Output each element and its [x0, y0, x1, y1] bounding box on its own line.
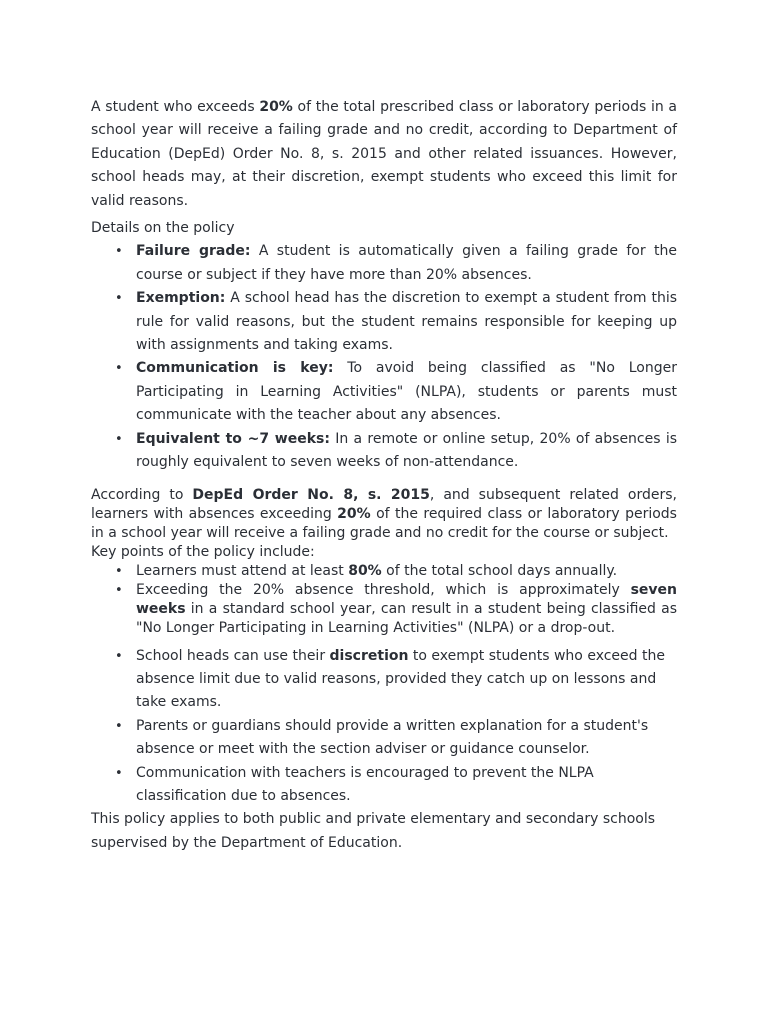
- item-text: Learners must attend at least: [136, 562, 349, 579]
- according-paragraph: [91, 486, 677, 543]
- intro-paragraph: [91, 96, 677, 213]
- item-text: Parents or guardians should provide a written explanation for a student's absence or meet with the section adviser or guidance counselor.: [136, 717, 649, 758]
- item-text: Exceeding the 20% absence threshold, which is approximately: [136, 581, 631, 598]
- item-text: In a remote or online setup, 20% of absences is roughly equivalent to seven weeks of non-attendance.: [136, 430, 677, 471]
- list-item: [136, 762, 677, 809]
- according-text: of the required class or laboratory periods in a school year will receive a failing grade and no credit for the course or subject.: [91, 505, 677, 541]
- list-item: [136, 240, 677, 287]
- item-bold: seven weeks: [136, 581, 677, 617]
- intro-bold: 20%: [259, 99, 293, 115]
- key-points-heading: Key points of the policy include:: [91, 543, 315, 560]
- intro-text: A student who exceeds: [91, 99, 260, 115]
- document-body: [91, 96, 677, 855]
- item-text: School heads can use their: [136, 647, 330, 664]
- list-item: [136, 645, 677, 715]
- list-item: [136, 287, 677, 357]
- item-text: A student is automatically given a failing grade for the course or subject if they have more than 20% absences.: [136, 243, 677, 283]
- according-text: According to: [91, 486, 193, 503]
- item-text: A school head has the discretion to exempt a student from this rule for valid reasons, but the student remains responsible for keeping up with assignments and taking exams.: [136, 290, 677, 354]
- item-text: of the total school days annually.: [381, 562, 618, 579]
- item-bold: discretion: [329, 647, 409, 664]
- item-bold: 80%: [348, 562, 382, 579]
- according-bold: DepEd Order No. 8, s. 2015: [192, 486, 430, 503]
- item-label: Failure grade:: [136, 243, 251, 260]
- item-text: Communication with teachers is encouraged to prevent the NLPA classification due to absences.: [136, 764, 594, 804]
- spacer: [91, 475, 677, 486]
- item-label: Communication is key:: [136, 360, 334, 377]
- details-heading: Details on the policy: [91, 220, 235, 237]
- key-points-list-continued: [91, 645, 677, 809]
- item-label: Exemption:: [136, 290, 226, 307]
- item-label: Equivalent to ~7 weeks:: [136, 430, 330, 447]
- list-item: [136, 562, 677, 581]
- details-list: [91, 240, 677, 474]
- closing-paragraph: This policy applies to both public and private elementary and secondary schools supervised by the Department of Education.: [91, 811, 656, 851]
- list-item: [136, 428, 677, 475]
- item-text: to exempt students who exceed the absence limit due to valid reasons, provided they catch up on lessons and take exams.: [136, 647, 665, 711]
- list-item: [136, 715, 677, 762]
- according-bold: 20%: [337, 505, 371, 522]
- list-item: [136, 357, 677, 427]
- according-text: , and subsequent related orders, learners with absences exceeding: [91, 486, 677, 522]
- item-text: To avoid being classified as "No Longer Participating in Learning Activities" (NLPA), students or parents must communicate with the teacher about any absences.: [136, 360, 677, 424]
- key-points-list: [91, 562, 677, 638]
- item-text: in a standard school year, can result in a student being classified as "No Longer Participating in Learning Activities" (NLPA) or a drop-out.: [136, 600, 677, 636]
- list-item: [136, 581, 677, 638]
- intro-text: of the total prescribed class or laboratory periods in a school year will receive a failing grade and no credit, according to Department of Education (DepEd) Order No. 8, s. 2015 and other related issuances. However, school heads may, at their discretion, exempt students who exceed this limit for valid reasons.: [91, 99, 678, 209]
